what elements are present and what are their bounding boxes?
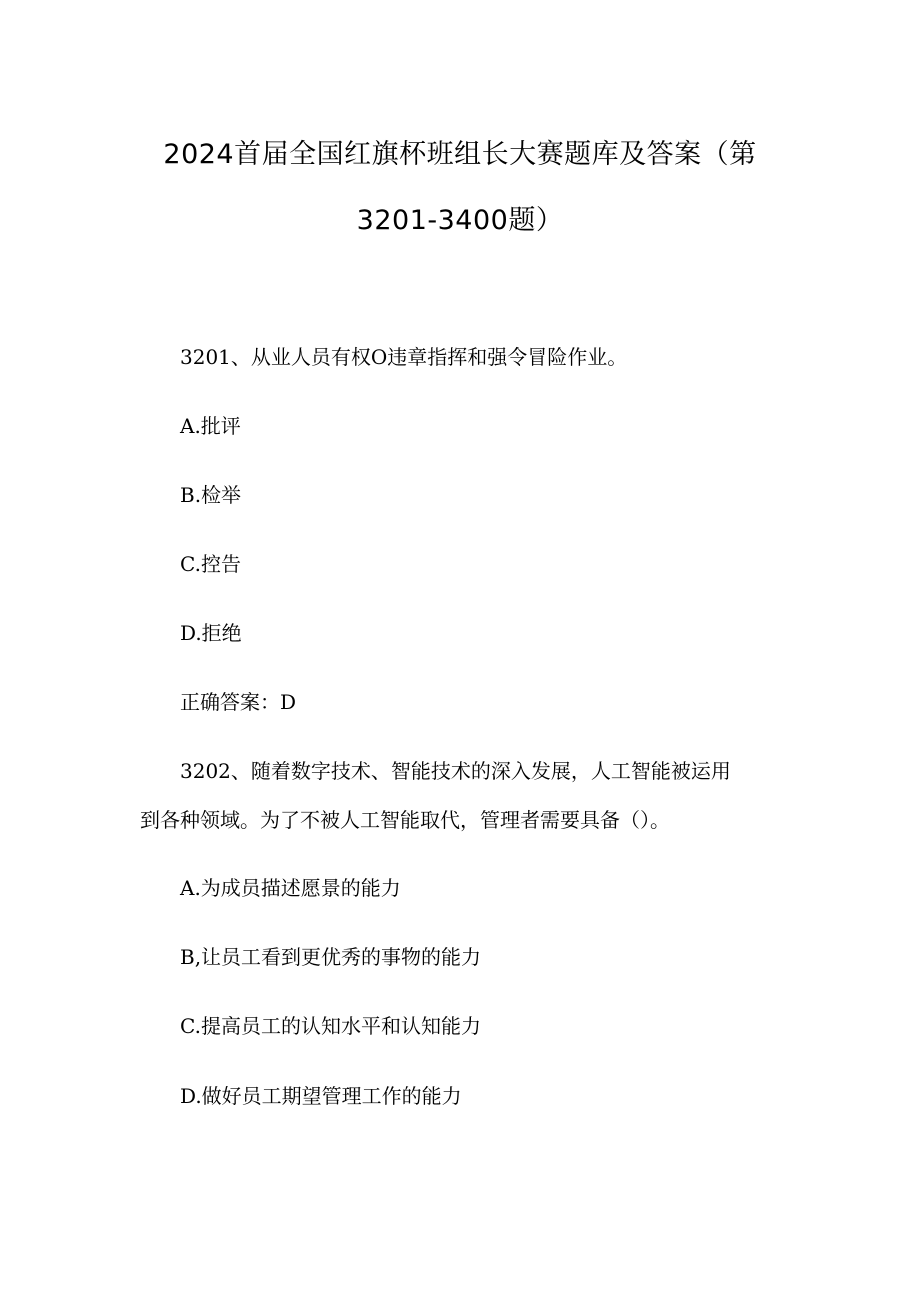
option-b: B.检举 — [180, 483, 242, 507]
option-d: D.做好员工期望管理工作的能力 — [180, 1084, 462, 1108]
question-stem-line-2: 到各种领域。为了不被人工智能取代，管理者需要具备（）。 — [140, 808, 670, 832]
option-b: B,让员工看到更优秀的事物的能力 — [180, 945, 482, 969]
question-stem-line-1: 3202、随着数字技术、智能技术的深入发展，人工智能被运用 — [180, 759, 731, 783]
option-c: C.提高员工的认知水平和认知能力 — [180, 1014, 481, 1038]
question-stem: 3201、从业人员有权O违章指挥和强令冒险作业。 — [180, 345, 628, 369]
option-a: A.为成员描述愿景的能力 — [180, 876, 401, 900]
document-title-line-2: 3201-3400题） — [356, 205, 564, 236]
option-d: D.拒绝 — [180, 621, 242, 645]
option-c: C.控告 — [180, 552, 241, 576]
document-title-line-1: 2024首届全国红旗杯班组长大赛题库及答案（第 — [163, 139, 757, 170]
answer-text: 正确答案：D — [180, 690, 297, 714]
option-a: A.批评 — [180, 414, 241, 438]
